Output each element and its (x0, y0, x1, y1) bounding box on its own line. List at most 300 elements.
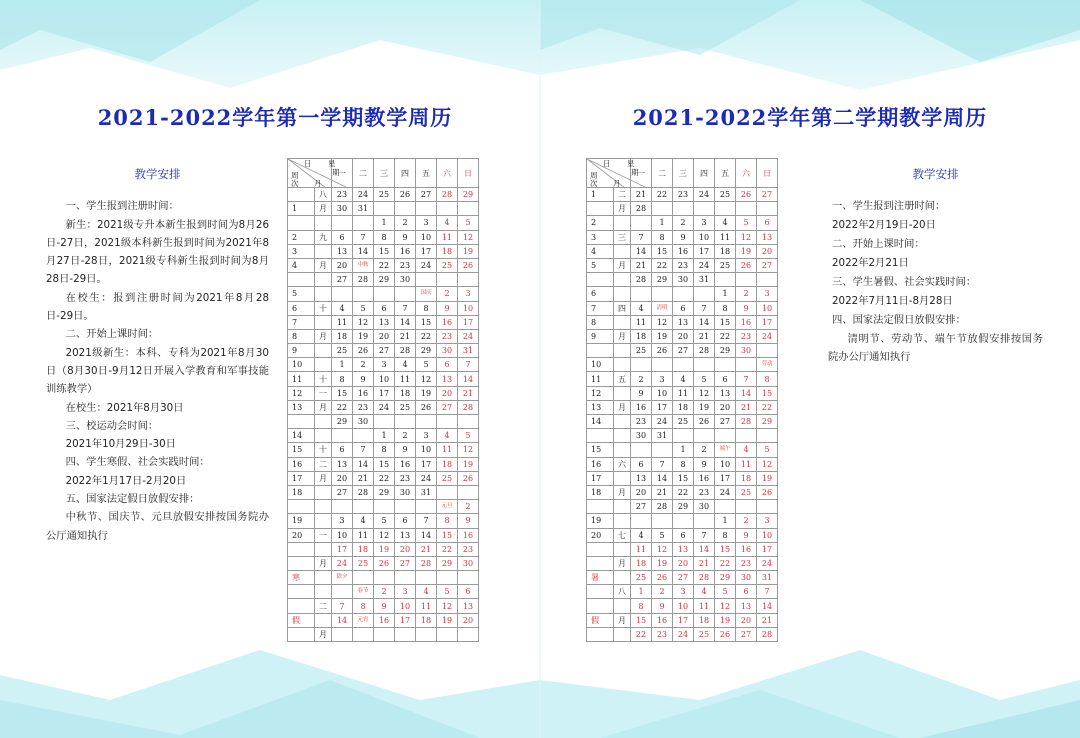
arrangement-line: 三、校运动会时间： (65, 419, 159, 432)
day-cell: 15 (715, 315, 736, 329)
day-cell: 30 (458, 556, 479, 570)
calendar-week-row (587, 400, 778, 414)
calendar-week-row (587, 202, 778, 216)
day-cell: 8 (652, 230, 673, 244)
day-cell: 22 (715, 329, 736, 343)
day-cell: 国庆 (416, 287, 437, 301)
day-cell: 20 (395, 542, 416, 556)
day-cell (374, 500, 395, 514)
day-cell: 8 (374, 230, 395, 244)
day-cell: 26 (736, 188, 757, 202)
week-number: 10 (587, 358, 614, 372)
day-cell: 3 (673, 585, 694, 599)
week-number: 6 (587, 287, 614, 301)
day-cell: 29 (715, 344, 736, 358)
day-cell: 27 (416, 188, 437, 202)
calendar-week-row (587, 457, 778, 471)
day-cell: 4 (715, 216, 736, 230)
day-cell: 2 (631, 372, 652, 386)
day-cell: 28 (395, 344, 416, 358)
day-cell: 21 (458, 386, 479, 400)
day-cell: 21 (353, 471, 374, 485)
month-label: 二 (614, 188, 631, 202)
day-cell: 20 (332, 471, 353, 485)
day-cell: 31 (652, 429, 673, 443)
day-cell: 13 (332, 457, 353, 471)
day-cell: 27 (673, 571, 694, 585)
day-cell: 5 (437, 585, 458, 599)
day-cell (332, 429, 353, 443)
week-number: 3 (587, 230, 614, 244)
arrangement-line: 一、学生报到注册时间： (832, 200, 946, 213)
day-cell (395, 500, 416, 514)
day-cell: 18 (437, 457, 458, 471)
day-cell: 6 (631, 457, 652, 471)
day-cell: 10 (694, 230, 715, 244)
day-cell: 27 (374, 344, 395, 358)
day-cell (715, 202, 736, 216)
day-cell: 23 (395, 258, 416, 272)
calendar-week-row (587, 372, 778, 386)
day-cell: 5 (715, 585, 736, 599)
corner-label-zhou: 周 (590, 171, 598, 180)
week-number: 12 (587, 386, 614, 400)
calendar-week-row (587, 258, 778, 272)
day-cell: 10 (374, 372, 395, 386)
calendar-week-row (587, 301, 778, 315)
corner-label-qi: 期 (332, 168, 340, 177)
day-cell: 27 (332, 485, 353, 499)
month-label: 一 (315, 386, 332, 400)
day-cell: 16 (395, 244, 416, 258)
day-cell (374, 415, 395, 429)
day-cell (757, 202, 778, 216)
month-label: 二 (315, 457, 332, 471)
day-cell (416, 571, 437, 585)
calendar-week-row (288, 429, 479, 443)
month-label: 十 (315, 443, 332, 457)
day-cell: 23 (652, 627, 673, 641)
day-cell: 18 (332, 329, 353, 343)
week-number (288, 556, 315, 570)
month-label (315, 500, 332, 514)
week-number (288, 216, 315, 230)
day-cell: 20 (673, 329, 694, 343)
day-cell: 3 (757, 287, 778, 301)
month-label (614, 358, 631, 372)
day-cell: 除夕 (332, 571, 353, 585)
week-number: 14 (587, 415, 614, 429)
day-cell (673, 287, 694, 301)
day-cell: 27 (631, 500, 652, 514)
day-cell: 25 (395, 400, 416, 414)
calendar-week-row (587, 344, 778, 358)
calendar-week-row (587, 188, 778, 202)
month-label: 八 (315, 188, 332, 202)
day-cell: 13 (736, 599, 757, 613)
day-cell: 5 (353, 301, 374, 315)
month-label: 十 (315, 301, 332, 315)
day-cell: 9 (694, 457, 715, 471)
day-cell: 27 (757, 258, 778, 272)
day-cell: 22 (332, 400, 353, 414)
corner-label-ri: 日 (603, 159, 611, 168)
day-cell: 16 (353, 386, 374, 400)
day-cell: 20 (631, 485, 652, 499)
day-cell: 23 (736, 329, 757, 343)
day-cell: 3 (395, 585, 416, 599)
calendar-week-row (587, 443, 778, 457)
month-label (614, 471, 631, 485)
month-label (315, 542, 332, 556)
day-cell: 25 (332, 344, 353, 358)
day-cell (694, 287, 715, 301)
arrangement-line: 二、开始上课时间： (832, 238, 925, 251)
day-cell (652, 358, 673, 372)
day-cell: 22 (416, 329, 437, 343)
day-cell (757, 500, 778, 514)
day-cell (416, 202, 437, 216)
day-cell: 11 (353, 528, 374, 542)
month-label (315, 514, 332, 528)
day-cell: 17 (416, 457, 437, 471)
month-label: 三 (614, 230, 631, 244)
month-label: 月 (614, 258, 631, 272)
week-number: 5 (587, 258, 614, 272)
day-cell (736, 273, 757, 287)
weekday-header: 三 (374, 159, 395, 188)
day-cell (437, 627, 458, 641)
day-cell: 10 (458, 301, 479, 315)
day-cell: 8 (416, 301, 437, 315)
day-cell (437, 202, 458, 216)
day-cell: 24 (652, 415, 673, 429)
day-cell: 1 (374, 429, 395, 443)
calendar-week-row (587, 627, 778, 641)
day-cell (416, 415, 437, 429)
day-cell: 23 (332, 188, 353, 202)
week-number: 6 (288, 301, 315, 315)
week-number: 寒 (288, 571, 315, 585)
day-cell (736, 500, 757, 514)
day-cell: 4 (332, 301, 353, 315)
calendar-week-row (288, 443, 479, 457)
day-cell: 8 (631, 599, 652, 613)
day-cell: 30 (353, 415, 374, 429)
calendar-week-row (587, 599, 778, 613)
month-label (614, 514, 631, 528)
day-cell: 28 (757, 627, 778, 641)
day-cell: 15 (374, 457, 395, 471)
day-cell: 13 (437, 372, 458, 386)
month-label (614, 415, 631, 429)
month-label (614, 542, 631, 556)
arrangement-line: 在校生：报到注册时间为2021年8月28日-29日。 (46, 291, 269, 323)
day-cell: 28 (416, 556, 437, 570)
day-cell: 5 (736, 216, 757, 230)
calendar-week-row (587, 613, 778, 627)
day-cell: 3 (416, 429, 437, 443)
month-label (315, 244, 332, 258)
week-number: 3 (288, 244, 315, 258)
calendar-week-row (288, 485, 479, 499)
day-cell: 20 (715, 400, 736, 414)
month-label (315, 344, 332, 358)
day-cell: 19 (715, 613, 736, 627)
day-cell: 16 (736, 542, 757, 556)
week-number (587, 429, 614, 443)
day-cell: 10 (757, 528, 778, 542)
day-cell: 19 (353, 329, 374, 343)
day-cell: 7 (694, 301, 715, 315)
day-cell: 16 (631, 400, 652, 414)
day-cell: 27 (395, 556, 416, 570)
day-cell: 16 (458, 528, 479, 542)
day-cell: 15 (631, 613, 652, 627)
week-number: 9 (587, 329, 614, 343)
day-cell: 30 (332, 202, 353, 216)
day-cell: 劳动 (757, 358, 778, 372)
calendar-week-row (587, 358, 778, 372)
day-cell (353, 500, 374, 514)
day-cell: 17 (673, 613, 694, 627)
day-cell (715, 500, 736, 514)
day-cell: 15 (437, 528, 458, 542)
calendar-week-row (288, 500, 479, 514)
day-cell: 1 (374, 216, 395, 230)
arrangement-line: 中秋节、国庆节、元旦放假安排按国务院办公厅通知执行 (46, 511, 269, 542)
day-cell (757, 429, 778, 443)
corner-label-ci: 次 (291, 179, 299, 188)
day-cell: 30 (631, 429, 652, 443)
day-cell: 18 (673, 400, 694, 414)
day-cell (715, 429, 736, 443)
day-cell: 8 (374, 443, 395, 457)
day-cell (458, 415, 479, 429)
day-cell: 16 (736, 315, 757, 329)
week-number: 1 (587, 188, 614, 202)
day-cell: 16 (652, 613, 673, 627)
calendar-week-row (288, 287, 479, 301)
month-label (315, 315, 332, 329)
day-cell: 25 (631, 344, 652, 358)
day-cell: 11 (715, 230, 736, 244)
week-number: 2 (587, 216, 614, 230)
month-label: 月 (315, 329, 332, 343)
day-cell: 清明 (652, 301, 673, 315)
day-cell (437, 273, 458, 287)
day-cell: 元旦 (437, 500, 458, 514)
day-cell: 29 (757, 415, 778, 429)
corner-label-ri: 日 (304, 159, 312, 168)
day-cell: 7 (652, 457, 673, 471)
day-cell: 1 (673, 443, 694, 457)
day-cell (631, 287, 652, 301)
day-cell: 9 (736, 301, 757, 315)
day-cell: 30 (437, 344, 458, 358)
day-cell: 25 (437, 258, 458, 272)
month-label (614, 216, 631, 230)
day-cell: 24 (374, 400, 395, 414)
day-cell: 5 (458, 429, 479, 443)
corner-label-xing: 星 (328, 159, 336, 168)
day-cell: 7 (353, 443, 374, 457)
month-label (614, 287, 631, 301)
arrangement-line: 五、国家法定假日放假安排： (65, 493, 200, 506)
calendar-week-row (288, 627, 479, 641)
day-cell: 15 (652, 244, 673, 258)
day-cell: 13 (332, 244, 353, 258)
day-cell: 2 (652, 585, 673, 599)
day-cell: 14 (736, 386, 757, 400)
day-cell: 30 (736, 344, 757, 358)
day-cell (458, 273, 479, 287)
day-cell: 26 (757, 485, 778, 499)
month-label (614, 315, 631, 329)
day-cell: 19 (458, 457, 479, 471)
day-cell: 12 (437, 599, 458, 613)
week-number: 15 (288, 443, 315, 457)
weekday-header: 日 (757, 159, 778, 188)
day-cell (395, 571, 416, 585)
week-number (587, 542, 614, 556)
week-number: 16 (587, 457, 614, 471)
day-cell: 24 (715, 485, 736, 499)
day-cell: 11 (631, 315, 652, 329)
day-cell (458, 627, 479, 641)
day-cell: 1 (332, 358, 353, 372)
day-cell: 22 (631, 627, 652, 641)
day-cell: 6 (374, 301, 395, 315)
day-cell: 20 (736, 613, 757, 627)
day-cell: 5 (416, 358, 437, 372)
weekday-header: 五 (416, 159, 437, 188)
week-number: 10 (288, 358, 315, 372)
calendar-week-row (288, 415, 479, 429)
calendar-week-row (288, 315, 479, 329)
month-label (614, 244, 631, 258)
week-number: 假 (288, 613, 315, 627)
day-cell: 3 (694, 216, 715, 230)
day-cell (437, 485, 458, 499)
day-cell: 18 (416, 613, 437, 627)
corner-label-zhou: 周 (291, 171, 299, 180)
day-cell: 14 (694, 315, 715, 329)
day-cell: 10 (332, 528, 353, 542)
day-cell: 1 (715, 514, 736, 528)
day-cell: 2 (736, 514, 757, 528)
day-cell: 23 (736, 556, 757, 570)
day-cell: 23 (673, 258, 694, 272)
day-cell: 21 (631, 258, 652, 272)
day-cell: 2 (395, 216, 416, 230)
day-cell: 9 (353, 372, 374, 386)
day-cell: 14 (353, 244, 374, 258)
week-number: 9 (288, 344, 315, 358)
day-cell: 21 (395, 329, 416, 343)
day-cell (757, 344, 778, 358)
day-cell: 24 (416, 471, 437, 485)
day-cell: 3 (652, 372, 673, 386)
day-cell: 27 (437, 400, 458, 414)
arrangement-line: 2021级新生：本科、专科为2021年8月30日（8月30日-9月12日开展入学教育和军事技能训练教学） (46, 346, 269, 396)
day-cell: 28 (631, 273, 652, 287)
month-label: 月 (614, 400, 631, 414)
day-cell (353, 216, 374, 230)
day-cell (652, 287, 673, 301)
day-cell: 11 (736, 457, 757, 471)
calendar-week-row (288, 613, 479, 627)
day-cell: 11 (694, 599, 715, 613)
day-cell (353, 627, 374, 641)
day-cell: 4 (631, 301, 652, 315)
day-cell (715, 273, 736, 287)
day-cell: 23 (458, 542, 479, 556)
semester2-title: 2021-2022学年第二学期教学周历 (632, 105, 988, 130)
calendar-week-row (587, 514, 778, 528)
day-cell: 17 (416, 244, 437, 258)
day-cell: 13 (757, 230, 778, 244)
day-cell: 19 (416, 386, 437, 400)
week-number (288, 585, 315, 599)
day-cell: 26 (458, 258, 479, 272)
calendar-week-row (587, 542, 778, 556)
arrangement-line: 二、开始上课时间： (65, 328, 159, 341)
semester1-arrangement (46, 165, 269, 545)
month-label (614, 443, 631, 457)
day-cell: 25 (374, 188, 395, 202)
semester2-calendar-table (586, 158, 778, 642)
calendar-header-row (587, 159, 778, 188)
day-cell: 春节 (353, 585, 374, 599)
day-cell: 7 (416, 514, 437, 528)
day-cell: 2 (353, 358, 374, 372)
day-cell: 9 (458, 514, 479, 528)
day-cell: 21 (694, 556, 715, 570)
month-label: 六 (614, 457, 631, 471)
day-cell: 10 (715, 457, 736, 471)
day-cell (694, 514, 715, 528)
day-cell: 17 (652, 400, 673, 414)
month-label (315, 585, 332, 599)
month-label (315, 613, 332, 627)
day-cell: 17 (715, 471, 736, 485)
day-cell: 31 (353, 202, 374, 216)
calendar-week-row (288, 400, 479, 414)
week-number: 7 (587, 301, 614, 315)
month-label: 九 (315, 230, 332, 244)
day-cell: 18 (715, 244, 736, 258)
day-cell (395, 627, 416, 641)
day-cell: 10 (416, 230, 437, 244)
day-cell: 29 (332, 415, 353, 429)
day-cell: 16 (374, 613, 395, 627)
month-label: 五 (614, 372, 631, 386)
day-cell: 2 (395, 429, 416, 443)
arrangement-line: 2022年2月21日 (832, 256, 909, 269)
day-cell: 18 (631, 556, 652, 570)
day-cell: 10 (673, 599, 694, 613)
day-cell: 23 (437, 329, 458, 343)
day-cell: 端午 (715, 443, 736, 457)
day-cell: 8 (715, 301, 736, 315)
weekday-header: 一 (332, 159, 353, 188)
day-cell: 5 (652, 528, 673, 542)
day-cell: 8 (353, 599, 374, 613)
day-cell: 21 (416, 542, 437, 556)
calendar-week-row (587, 315, 778, 329)
day-cell: 26 (458, 471, 479, 485)
